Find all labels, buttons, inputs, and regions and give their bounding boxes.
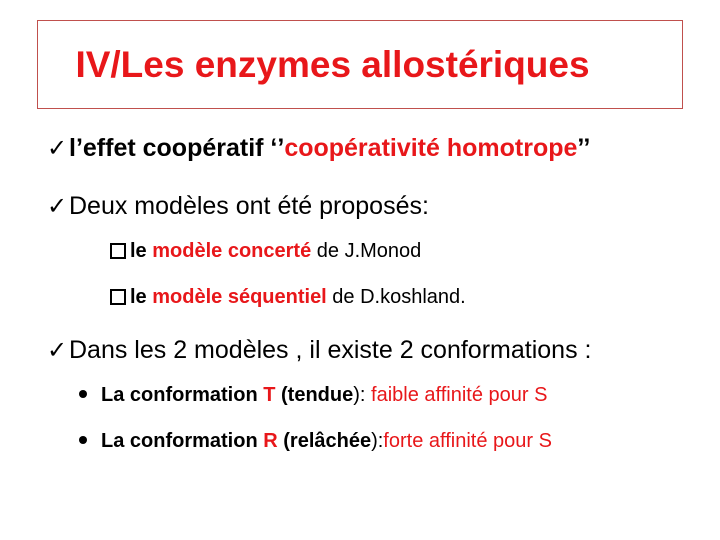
conformations-text: Dans les 2 modèles , il existe 2 conformations :: [69, 336, 592, 364]
close-paren: ):: [371, 430, 384, 452]
monod-text: de J.Monod: [311, 240, 422, 262]
close-paren: ):: [353, 384, 372, 406]
r-letter: R: [263, 430, 278, 452]
title-frame: [37, 20, 683, 109]
q-square-icon: [110, 243, 126, 259]
koshland-text: de D.koshland.: [326, 286, 466, 308]
sequential-model: modèle séquentiel: [152, 286, 327, 308]
bullet-cooperative-effect: [47, 134, 590, 163]
tendue-text: tendue: [287, 384, 354, 406]
low-affinity-text: faible affinité pour S: [371, 384, 548, 406]
t-letter: T: [263, 384, 276, 406]
cooperative-text: l’effet coopératif ‘’: [69, 134, 285, 162]
homotropic-term: coopérativité homotrope: [284, 134, 578, 162]
two-models-text: Deux modèles ont été proposés:: [69, 192, 429, 220]
relachee-text: relâchée: [289, 430, 372, 452]
sub-bullet-sequential: [110, 286, 466, 309]
check-icon: ✓: [47, 135, 68, 162]
dot-icon: [79, 436, 87, 444]
q-square-icon: [110, 289, 126, 305]
conformation-label: La conformation: [101, 384, 264, 406]
sub-bullet-t-conformation: [79, 384, 547, 407]
slide-title: IV/Les enzymes allostériques: [75, 43, 590, 85]
sub-bullet-r-conformation: [79, 430, 552, 453]
check-icon: ✓: [47, 193, 68, 220]
conformation-label: La conformation: [101, 430, 264, 452]
closing-quotes: ’’: [577, 134, 591, 162]
dot-icon: [79, 390, 87, 398]
high-affinity-text: forte affinité pour S: [383, 430, 552, 452]
check-icon: ✓: [47, 337, 68, 364]
sub-bullet-concerted: [110, 240, 421, 263]
concerted-model: modèle concerté: [152, 240, 312, 262]
le-text: le: [130, 286, 153, 308]
le-text: le: [130, 240, 153, 262]
bullet-conformations: [47, 336, 591, 365]
open-paren: (: [277, 430, 290, 452]
open-paren: (: [275, 384, 288, 406]
bullet-two-models: [47, 192, 429, 221]
